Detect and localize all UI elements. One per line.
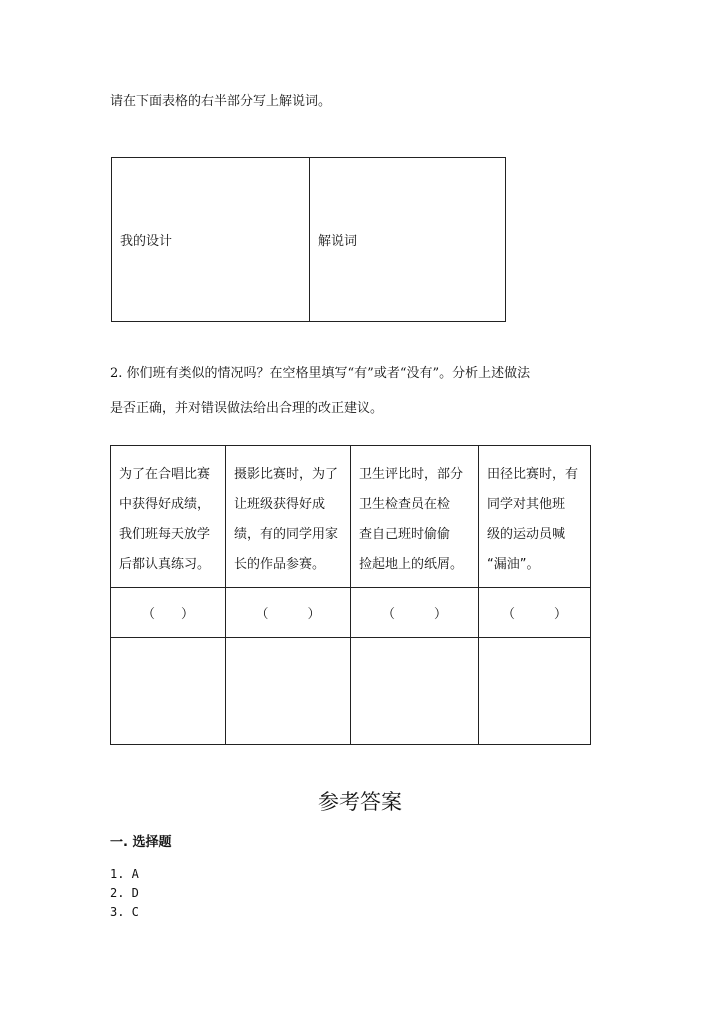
situation-3-line: 查自己班时偷偷 [359,527,451,542]
situation-3-line: 卫生评比时，部分 [359,467,464,482]
design-cell [112,158,310,322]
suggestion-cell-1[interactable] [111,638,226,745]
suggestion-cell-2[interactable] [226,638,351,745]
answer-item: 2. D [110,886,139,900]
answer-key-title: 参考答案 [318,790,402,814]
situation-1-line: 中获得好成绩， [119,497,211,512]
situation-2-line: 绩，有的同学用家 [234,527,339,542]
situation-2-line: 长的作品参赛。 [234,557,326,572]
intro-instruction: 请在下面表格的右半部分写上解说词。 [110,94,332,109]
situation-1-line: 为了在合唱比赛 [119,467,211,482]
situation-cell-3 [351,446,479,588]
answer-blank-2[interactable]: （ ） [226,588,351,638]
question-2-line-1: 2. 你们班有类似的情况吗？在空格里填写“有”或者“没有”。分析上述做法 [110,366,531,381]
situation-4-line: 级的运动员喊 [487,527,566,542]
situation-3-line: 卫生检查员在检 [359,497,451,512]
situation-cell-1 [111,446,226,588]
design-table [111,157,506,322]
design-label: 我的设计 [120,234,173,249]
commentary-label: 解说词 [318,234,358,249]
suggestion-cell-3[interactable] [351,638,479,745]
situation-2-line: 让班级获得好成 [234,497,326,512]
answer-item: 3. C [110,905,139,919]
situation-1-line: 我们班每天放学 [119,527,211,542]
answer-blank-3[interactable]: （ ） [351,588,479,638]
suggestion-cell-4[interactable] [479,638,591,745]
situation-2-line: 摄影比赛时，为了 [234,467,339,482]
situation-table [110,445,591,745]
section-multiple-choice: 一. 选择题 [110,835,172,850]
answer-blank-4[interactable]: （ ） [479,588,591,638]
commentary-cell [310,158,506,322]
situation-1-line: 后都认真练习。 [119,557,211,572]
situation-3-line: 捡起地上的纸屑。 [359,557,464,572]
answer-blank-1[interactable]: （ ） [111,588,226,638]
situation-4-line: “漏油”。 [487,557,540,572]
answer-item: 1. A [110,867,139,881]
question-2-line-2: 是否正确，并对错误做法给出合理的改正建议。 [110,401,384,416]
situation-4-line: 同学对其他班 [487,497,566,512]
situation-cell-2 [226,446,351,588]
situation-cell-4 [479,446,591,588]
situation-4-line: 田径比赛时，有 [487,467,579,482]
